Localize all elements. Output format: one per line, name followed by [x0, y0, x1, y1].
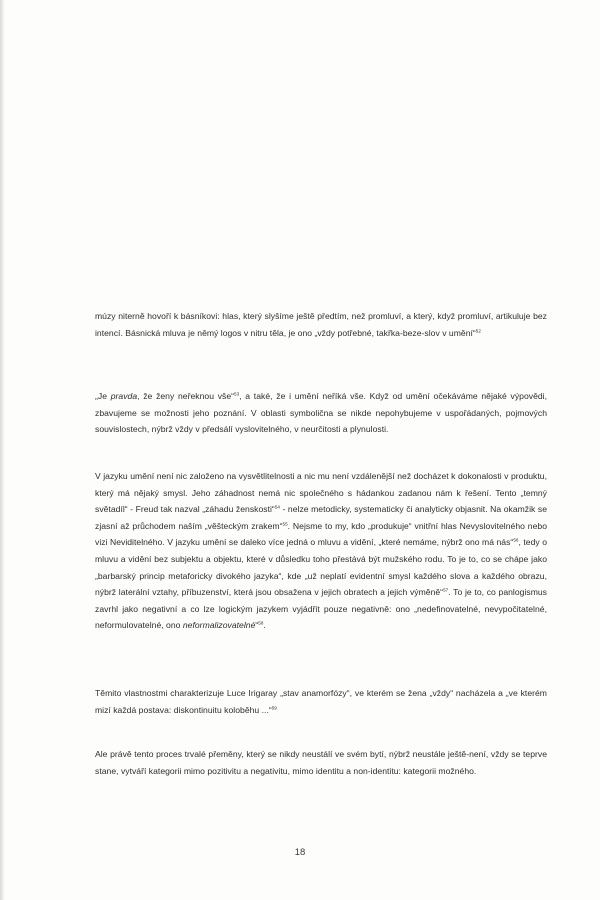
emphasis-text: neformalizovatelné [182, 620, 256, 631]
paragraph-4 [95, 685, 547, 718]
emphasis-text: pravda [110, 391, 138, 401]
footnote-ref: 52 [475, 328, 481, 333]
footnote-ref: 59 [271, 705, 277, 710]
text-run: Ale právě tento proces trvalé přeměny, který se nikdy neustálí ve svém bytí, nýbrž neustále ještě-není, vždy se teprve stane, vytváří kategorii mimo pozitivitu a negativitu, mimo identitu a non-identitu: kategorii možného. [95, 749, 547, 776]
text-run: . Nejsme to my, kdo „produkuje“ vnitřní hlas Nevyslovitelného nebo vizi Neviditelného. V jazyku umění se daleko více jedná o mluvu a vidění, „které nemáme, nýbrž ono má nás“ [95, 520, 547, 548]
text-run: , tedy o mluvu a vidění bez subjektu a objektu, které v důsledku toho přestává být mužského rodu. To je to, co se chápe jako „barbarský princip metaforicky divokého jazyka“, kde „už neplatí evidentní smysl každého slova a každého obrazu, nýbrž laterální vztahy, příbuzenství, která jsou obsažena v jejich obratech a jejich výměně“ [95, 537, 547, 598]
text-run: . To je to, co panlogismus zavrhl jako negativní a co lze logickým jazykem vyjádřit pouze negativně: ono „nedefinovatelné, nevypočitatelné, neformulovatelné, ono [95, 587, 547, 631]
paragraph-2 [95, 388, 547, 438]
text-run: múzy niterně hovoří k básníkovi: hlas, který slyšíme ještě předtím, než promluví, a který, když promluví, artikuluje bez intencí. Básnická mluva je němý logos v nitru těla, je ono „vždy potřebné, takřka-beze-slov v umění“ [95, 311, 547, 338]
footnote-ref: 54 [274, 504, 280, 510]
text-run: Těmito vlastnostmi charakterizuje Luce Irigaray „stav anamorfózy“, ve kterém se žena „vždy“ nacházela a „ve kterém mizí každá postava: diskontinuitu koloběhu ...“ [95, 688, 547, 715]
text-run: „Je [95, 391, 111, 401]
paragraph-3 [95, 468, 547, 634]
footnote-ref: 58 [258, 620, 264, 626]
footnote-ref: 56 [513, 537, 519, 543]
text-run: , a také, že i umění neříká vše. Když od umění očekáváme nějaké výpovědi, zbavujeme se možnosti jeho poznání. V oblasti symbolična se nikde nepohybujeme v uspořádaných, pojmových souvislostech, nýbrž vždy v předsálí vyslovitelného, v neurčitosti a plynulosti. [95, 391, 548, 435]
footnote-ref: 53 [234, 391, 240, 397]
text-run: . [263, 620, 266, 631]
paragraph-1 [95, 308, 547, 341]
footnote-ref: 55 [282, 521, 288, 527]
text-run: V jazyku umění není nic založeno na vysvětlitelnosti a nic mu není vzdálenější než docházet k dokonalosti v produktu, který má nějaký smysl. Jeho záhadnost nemá nic společného s hádankou zadanou nám k řešení. Tento „temný světadíl“ - Freud tak nazval „záhadu ženskosti“ [95, 471, 547, 515]
paragraph-5 [95, 746, 547, 779]
text-run: “ [255, 620, 259, 631]
page-number: 18 [294, 847, 306, 858]
text-run: , že ženy neřeknou vše“ [137, 391, 235, 401]
page-edge-shadow [0, 0, 5, 900]
text-run: - nelze metodicky, systematicky či analyticky objasnit. Na okamžik se zjasní až průchodem naším „věšteckým zrakem“ [95, 504, 548, 531]
footnote-ref: 57 [443, 587, 449, 593]
